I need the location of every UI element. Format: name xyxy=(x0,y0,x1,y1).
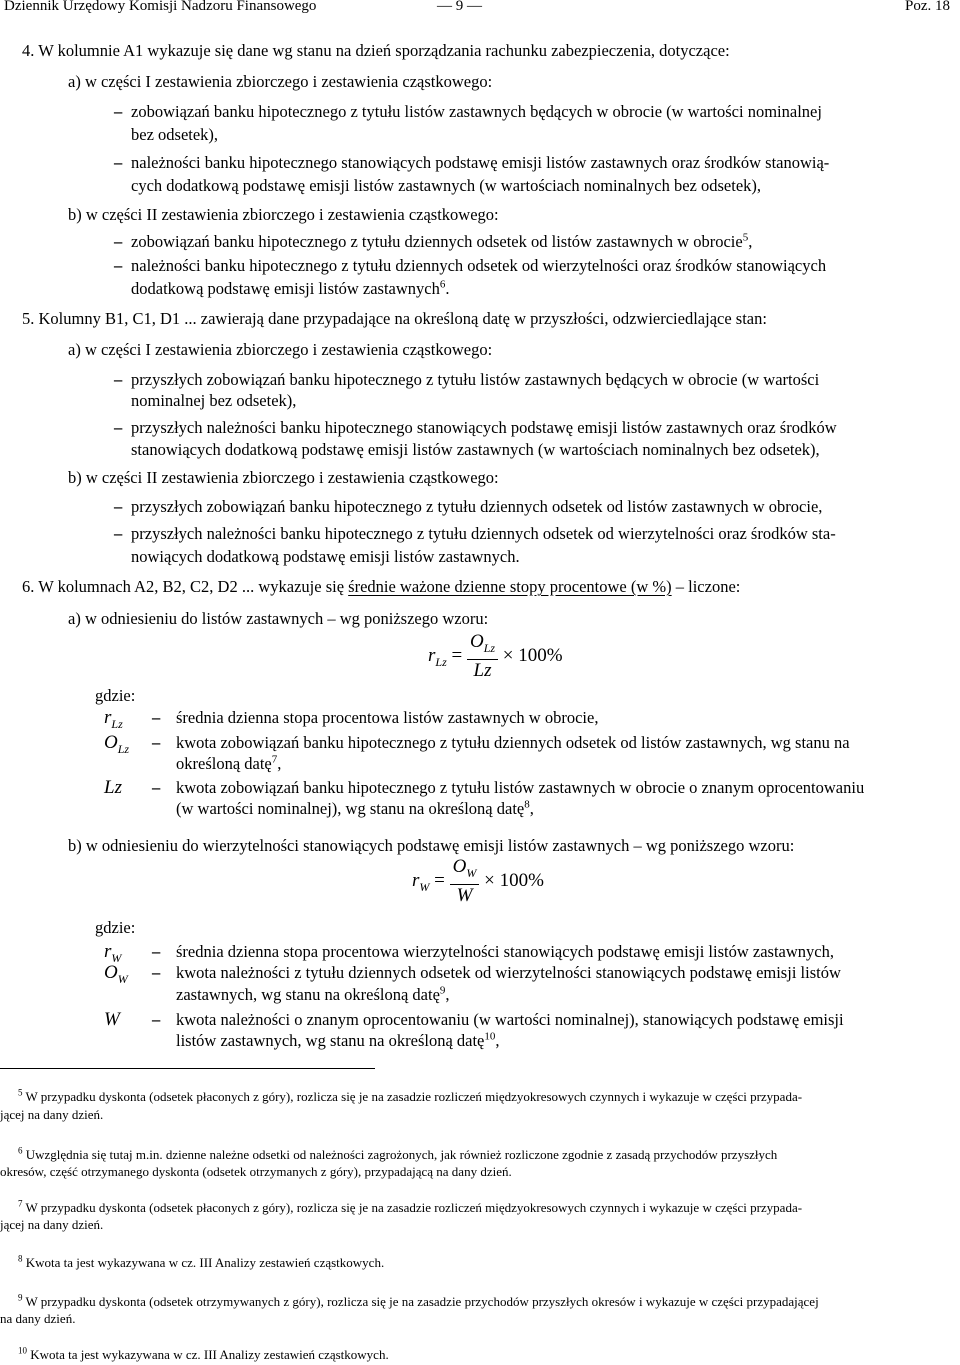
formula-b-lhs: $r_W$ xyxy=(412,869,430,894)
symbol-r-lz: $r_{Lz}$ xyxy=(104,707,123,731)
definition-dash: – xyxy=(152,778,161,797)
def-o-lz-line2: określoną datę$^7$, xyxy=(176,753,282,773)
symbol-o-w: $O_W$ xyxy=(104,962,128,986)
formula-a: $r_{Lz}$ = $\frac{O_{Lz}}{Lz}$ × 100% xyxy=(428,631,563,681)
definition-dash: – xyxy=(152,942,161,961)
item-5b-2-line2: nowiących dodatkową podstawę emisji listów zastawnych. xyxy=(131,547,520,566)
footnote-6-line2: okresów, część otrzymanego dyskonta (odsetek otrzymanych z góry), przypadającą na dany dzień. xyxy=(0,1164,512,1179)
formula-a-lhs: $r_{Lz}$ xyxy=(428,644,447,669)
bullet-dash: – xyxy=(114,497,123,516)
footnote-7-line1: $^7$ W przypadku dyskonta (odsetek płaconych z góry), rozlicza się je na zasadzie rozliczeń międzyokresowych czynnych i wykazuje w części przypada- xyxy=(18,1198,803,1215)
symbol-w: W xyxy=(104,1009,120,1030)
item-5a: a) w części I zestawienia zbiorczego i zestawienia cząstkowego: xyxy=(68,340,493,359)
bullet-dash: – xyxy=(114,370,123,389)
footnote-10: $^{10}$ Kwota ta jest wykazywana w cz. III Analizy zestawień cząstkowych. xyxy=(18,1345,389,1362)
symbol-o-lz: $O_{Lz}$ xyxy=(104,732,130,756)
where-label: gdzie: xyxy=(95,918,136,937)
underlined-phrase: średnie ważone dzienne stopy procentowe (w %) xyxy=(348,577,672,596)
def-w-line1: kwota należności o znanym oprocentowaniu (w wartości nominalnej), stanowiących podstawę emisji xyxy=(176,1010,844,1029)
bullet-dash: – xyxy=(114,418,123,437)
item-4b-2-line2: dodatkową podstawę emisji listów zastawnych$^6$. xyxy=(131,278,450,298)
journal-title: Dziennik Urzędowy Komisji Nadzoru Finansowego xyxy=(4,0,317,14)
def-lz-line1: kwota zobowiązań banku hipotecznego z tytułu listów zastawnych w obrocie o znanym oprocentowaniu xyxy=(176,778,865,797)
footnote-5-line2: jącej na dany dzień. xyxy=(0,1107,104,1122)
definition-dash: – xyxy=(152,708,161,727)
footnote-6-line1: $^6$ Uwzględnia się tutaj m.in. dzienne należne odsetki od należności zagrożonych, jak również rozliczone zgodnie z zasadą przychodów przyszłych xyxy=(18,1145,778,1162)
bullet-dash: – xyxy=(114,524,123,543)
def-lz-line2: (w wartości nominalnej), wg stanu na określoną datę$^8$, xyxy=(176,798,534,818)
def-o-w-line2: zastawnych, wg stanu na określoną datę$^9$, xyxy=(176,984,450,1004)
item-5a-1-line2: nominalnej bez odsetek), xyxy=(131,391,297,410)
item-5a-2-line2: stanowiących dodatkową podstawę emisji listów zastawnych (w wartościach nominalnych bez odsetek), xyxy=(131,440,820,459)
position-number: Poz. 18 xyxy=(905,0,950,14)
item-4a-2-line2: cych dodatkową podstawę emisji listów zastawnych (w wartościach nominalnych bez odsetek), xyxy=(131,176,762,195)
bullet-dash: – xyxy=(114,232,123,251)
item-5b-2-line1: przyszłych należności banku hipotecznego z tytułu dziennych odsetek od wierzytelności oraz środków sta- xyxy=(131,524,836,543)
item-4b-2-line1: należności banku hipotecznego z tytułu dziennych odsetek od wierzytelności oraz środków stanowiących xyxy=(131,256,827,275)
item-5: 5. Kolumny B1, C1, D1 ... zawierają dane przypadające na określoną datę w przyszłości, odzwierciedlające stan: xyxy=(22,309,767,328)
item-4b-1: zobowiązań banku hipotecznego z tytułu dziennych odsetek od listów zastawnych w obrocie$^5$, xyxy=(131,231,753,251)
item-4b: b) w części II zestawienia zbiorczego i zestawienia cząstkowego: xyxy=(68,205,499,224)
def-o-w-line1: kwota należności z tytułu dziennych odsetek od wierzytelności stanowiących podstawę emisji listów xyxy=(176,963,841,982)
definition-dash: – xyxy=(152,963,161,982)
def-r-w: średnia dzienna stopa procentowa wierzytelności stanowiących podstawę emisji listów zastawnych, xyxy=(176,942,834,961)
running-header xyxy=(0,0,960,15)
item-5b: b) w części II zestawienia zbiorczego i zestawienia cząstkowego: xyxy=(68,468,499,487)
formula-a-fraction: $\frac{O_{Lz}}{Lz}$ xyxy=(467,631,498,682)
def-o-lz-line1: kwota zobowiązań banku hipotecznego z tytułu dziennych odsetek od listów zastawnych, wg stanu na xyxy=(176,733,850,752)
footnote-5-line1: $^5$ W przypadku dyskonta (odsetek płaconych z góry), rozlicza się je na zasadzie rozliczeń międzyokresowych czynnych i wykazuje w części przypada- xyxy=(18,1087,803,1104)
item-4a-1-line2: bez odsetek), xyxy=(131,125,219,144)
formula-b-fraction: $\frac{O_W}{W}$ xyxy=(450,856,480,907)
bullet-dash: – xyxy=(114,256,123,275)
item-6b: b) w odniesieniu do wierzytelności stanowiących podstawę emisji listów zastawnych – wg poniższego wzoru: xyxy=(68,836,795,855)
footnote-rule xyxy=(0,1068,375,1069)
bullet-dash: – xyxy=(114,153,123,172)
definition-dash: – xyxy=(152,1010,161,1029)
footnote-8: $^8$ Kwota ta jest wykazywana w cz. III Analizy zestawień cząstkowych. xyxy=(18,1253,385,1270)
item-4a: a) w części I zestawienia zbiorczego i zestawienia cząstkowego: xyxy=(68,72,493,91)
formula-b: $r_W$ = $\frac{O_W}{W}$ × 100% xyxy=(412,856,544,906)
item-5b-1: przyszłych zobowiązań banku hipotecznego z tytułu dziennych odsetek od listów zastawnych w obrocie, xyxy=(131,497,823,516)
footnote-7-line2: jącej na dany dzień. xyxy=(0,1217,104,1232)
item-6a: a) w odniesieniu do listów zastawnych – wg poniższego wzoru: xyxy=(68,609,489,628)
item-4a-1-line1: zobowiązań banku hipotecznego z tytułu listów zastawnych będących w obrocie (w wartości nominalnej xyxy=(131,102,822,121)
item-6: 6. W kolumnach A2, B2, C2, D2 ... wykazuje się średnie ważone dzienne stopy procentowe (w %) – liczone: xyxy=(22,577,741,596)
def-w-line2: listów zastawnych, wg stanu na określoną datę$^{10}$, xyxy=(176,1030,500,1050)
item-5a-1-line1: przyszłych zobowiązań banku hipotecznego z tytułu listów zastawnych będących w obrocie (w wartości xyxy=(131,370,820,389)
bullet-dash: – xyxy=(114,102,123,121)
page-number: — 9 — xyxy=(437,0,482,14)
footnote-9-line1: $^9$ W przypadku dyskonta (odsetek otrzymywanych z góry), rozlicza się je na zasadzie przychodów przyszłych okresów i wykazuje w części przypadającej xyxy=(18,1292,819,1309)
where-label: gdzie: xyxy=(95,686,136,705)
item-5a-2-line1: przyszłych należności banku hipotecznego stanowiących podstawę emisji listów zastawnych oraz środków xyxy=(131,418,837,437)
footnote-9-line2: na dany dzień. xyxy=(0,1311,76,1326)
definition-dash: – xyxy=(152,733,161,752)
symbol-r-w: $r_W$ xyxy=(104,941,122,965)
symbol-lz: Lz xyxy=(104,777,122,798)
item-4: 4. W kolumnie A1 wykazuje się dane wg stanu na dzień sporządzania rachunku zabezpieczenia, dotyczące: xyxy=(22,41,730,60)
item-4a-2-line1: należności banku hipotecznego stanowiących podstawę emisji listów zastawnych oraz środków stanowią- xyxy=(131,153,830,172)
def-r-lz: średnia dzienna stopa procentowa listów zastawnych w obrocie, xyxy=(176,708,599,727)
